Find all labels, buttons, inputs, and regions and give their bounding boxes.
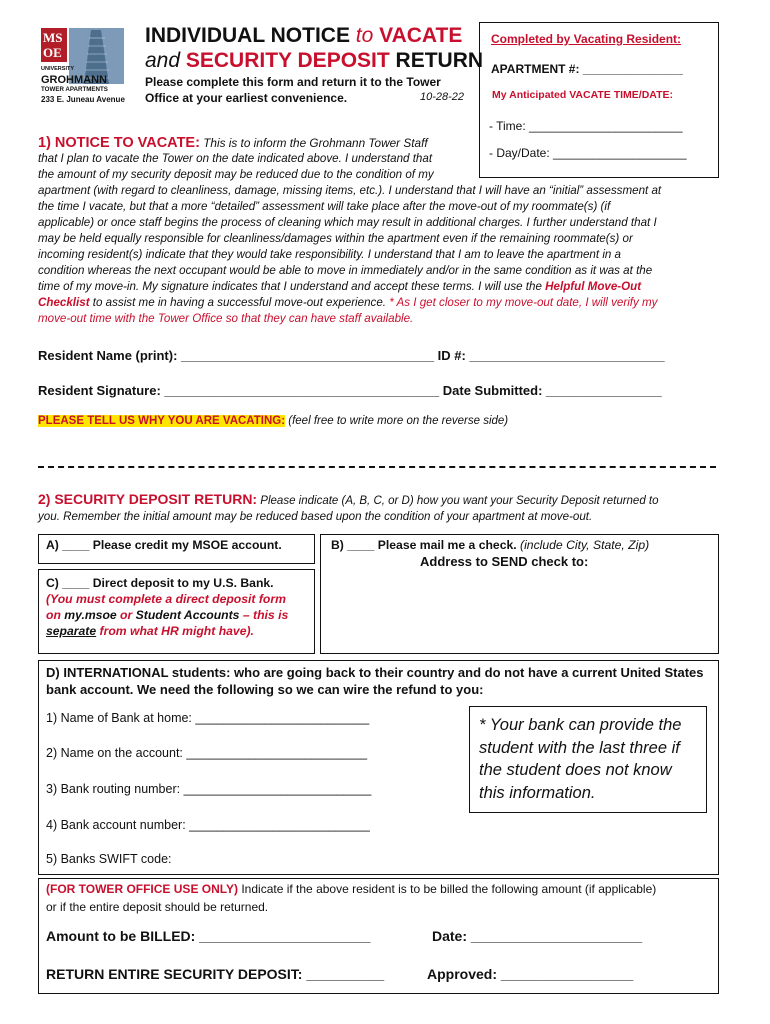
- option-c-note: [46, 624, 254, 638]
- section1-line: apartment (with regard to cleanliness, damage, missing items, etc.). I understand that I will have an “initial” assessment at: [38, 184, 662, 197]
- routing-number-field[interactable]: 3) Bank routing number: ___________________________: [46, 782, 372, 796]
- logo-address: 233 E. Juneau Avenue: [41, 95, 125, 104]
- title-part: and: [145, 49, 181, 72]
- amount-billed-field[interactable]: Amount to be BILLED: ______________________: [46, 928, 371, 944]
- logo-text-oe: OE: [43, 45, 62, 60]
- title-part: to: [355, 24, 374, 47]
- vacate-date-field[interactable]: - Day/Date: ____________________: [489, 146, 687, 160]
- section1-line: the amount of my security deposit may be reduced due to the condition of my: [38, 168, 434, 181]
- logo-university: UNIVERSITY: [41, 66, 75, 72]
- resident-box-header: Completed by Vacating Resident:: [491, 32, 682, 46]
- option-c-direct-deposit[interactable]: C) ____ Direct deposit to my U.S. Bank.: [46, 576, 274, 590]
- section2-heading: [38, 491, 659, 507]
- form-title-line2: [145, 49, 483, 73]
- option-c-note: [46, 608, 288, 622]
- option-b-box: [320, 534, 719, 654]
- section1-line: move-out time with the Tower Office so that they can have staff available.: [38, 312, 414, 325]
- section1-line: incoming resident(s) indicate that they would take responsibility. I understand that I am to leave the apartment in a: [38, 248, 622, 261]
- vacate-reason-note: (feel free to write more on the reverse side): [285, 415, 509, 427]
- option-b-mail-check[interactable]: [331, 538, 649, 552]
- section1-line: may be held equally responsible for cleanliness/damages within the apartment even if the remaining roommate(s) or: [38, 232, 633, 245]
- title-part: INDIVIDUAL NOTICE: [145, 24, 356, 47]
- option-a-msoe-credit[interactable]: A) ____ Please credit my MSOE account.: [46, 538, 282, 552]
- option-b-label: B) ____ Please mail me a check.: [331, 538, 517, 552]
- bank-name-field[interactable]: 1) Name of Bank at home: _________________________: [46, 711, 370, 725]
- office-use-line: or if the entire deposit should be returned.: [46, 900, 269, 914]
- section1-title: 1) NOTICE TO VACATE:: [38, 135, 200, 151]
- option-b-note: (include City, State, Zip): [516, 538, 650, 552]
- checklist-name: Checklist: [38, 296, 90, 309]
- section1-line: the time I vacate, but that a more “detailed” assessment will take place after the move-out of my roommate(s) (if: [38, 200, 611, 213]
- option-c-note: (You must complete a direct deposit form: [46, 592, 286, 606]
- check-address-label: Address to SEND check to:: [420, 554, 589, 569]
- section2-title: 2) SECURITY DEPOSIT RETURN:: [38, 491, 258, 507]
- option-c-text: on: [46, 608, 65, 622]
- option-c-text: – this is: [239, 608, 289, 622]
- title-part: SECURITY DEPOSIT: [180, 49, 390, 72]
- resident-signature-date-field[interactable]: Resident Signature: ______________________________________ Date Submitted: ________________: [38, 383, 662, 398]
- option-c-text: or: [116, 608, 136, 622]
- option-c-text: from what HR might have).: [96, 624, 254, 638]
- form-instruction: Please complete this form and return it to the Tower Office at your earliest convenience.: [145, 75, 441, 105]
- option-c-text: separate: [46, 624, 97, 638]
- section2-lead: Please indicate (A, B, C, or D) how you want your Security Deposit returned to: [257, 495, 659, 507]
- section1-text: to assist me in having a successful move-out experience.: [89, 296, 390, 309]
- title-part: RETURN: [389, 49, 484, 72]
- section2-line: you. Remember the initial amount may be reduced based upon the condition of your apartment at move-out.: [38, 510, 593, 523]
- vacate-reason-label: PLEASE TELL US WHY YOU ARE VACATING:: [38, 415, 286, 427]
- apartment-number-field[interactable]: APARTMENT #: _______________: [491, 62, 683, 76]
- vacate-time-field[interactable]: - Time: _______________________: [489, 119, 683, 133]
- return-deposit-field[interactable]: RETURN ENTIRE SECURITY DEPOSIT: __________: [46, 966, 385, 982]
- logo-text-ms: MS: [43, 30, 63, 45]
- account-name-field[interactable]: 2) Name on the account: __________________________: [46, 746, 368, 760]
- form-date: 10-28-22: [420, 91, 465, 103]
- logo-name: GROHMANN: [41, 74, 107, 86]
- swift-code-field[interactable]: 5) Banks SWIFT code:: [46, 852, 172, 866]
- resident-name-id-field[interactable]: Resident Name (print): ___________________________________ ID #: ___________________________: [38, 348, 665, 363]
- section1-lead: This is to inform the Grohmann Tower Staff: [199, 136, 428, 150]
- section1-note: * As I get closer to my move-out date, I will verify my: [389, 296, 658, 309]
- section1-heading: [38, 135, 428, 151]
- section1-line: [38, 280, 641, 293]
- office-date-field[interactable]: Date: ______________________: [432, 928, 643, 944]
- section1-line: [38, 296, 657, 309]
- form-title-line1: [145, 24, 462, 48]
- option-c-text: Student Accounts: [135, 608, 240, 622]
- bank-note-text: * Your bank can provide the student with the last three if the student does not know this information.: [479, 716, 682, 802]
- office-use-lead: Indicate if the above resident is to be billed the following amount (if applicable): [238, 882, 657, 896]
- vacate-reason-prompt: [38, 415, 508, 427]
- checklist-name: Helpful Move-Out: [545, 280, 642, 293]
- title-part: VACATE: [373, 24, 463, 47]
- office-use-heading: [46, 882, 656, 896]
- account-number-field[interactable]: 4) Bank account number: __________________________: [46, 818, 370, 832]
- section1-line: that I plan to vacate the Tower on the date indicated above. I understand that: [38, 152, 433, 165]
- office-use-title: (FOR TOWER OFFICE USE ONLY): [46, 882, 239, 896]
- approved-field[interactable]: Approved: _________________: [427, 966, 634, 982]
- option-d-international[interactable]: D) INTERNATIONAL students: who are going back to their country and do not have a current United States bank account. We need the following so we can wire the refund to you:: [46, 665, 704, 697]
- vacate-time-header: My Anticipated VACATE TIME/DATE:: [492, 89, 674, 101]
- section1-text: time of my move-in. My signature indicates that I understand and accept these terms. I will use the: [38, 280, 546, 293]
- cut-line-divider: [38, 466, 716, 468]
- section1-line: applicable) or once staff begins the process of cleaning which may result in additional charges. I further understand that I: [38, 216, 657, 229]
- section1-line: condition whereas the next occupant would be able to move in immediately and/or in the same condition as it was at the: [38, 264, 653, 277]
- option-c-text: my.msoe: [64, 608, 117, 622]
- logo-sub: TOWER APARTMENTS: [41, 86, 108, 93]
